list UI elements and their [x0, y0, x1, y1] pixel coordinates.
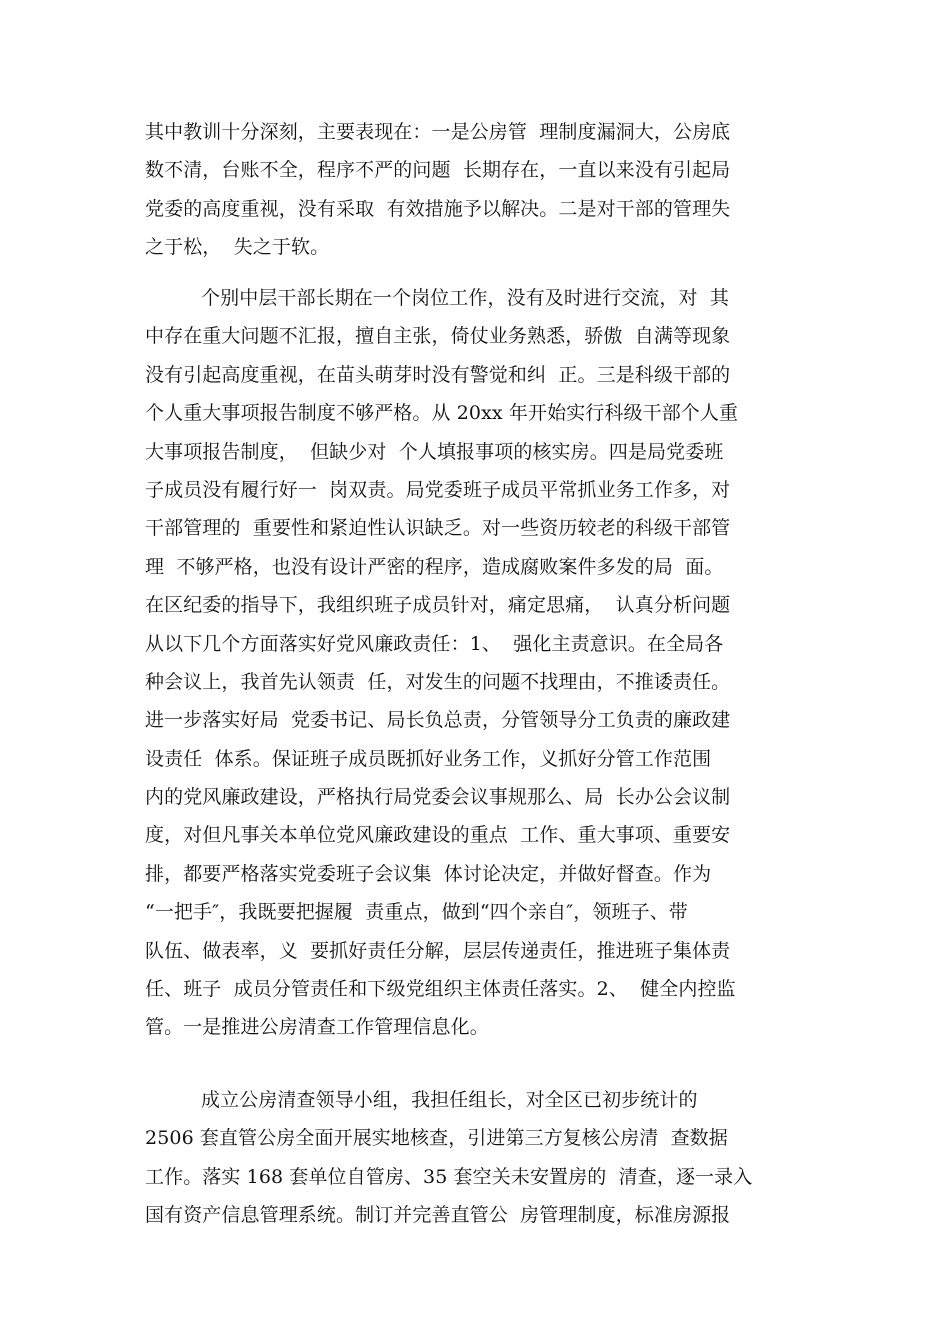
text-line: 度，对但凡事关本单位党风廉政建设的重点 工作、重大事项、重要安 — [145, 824, 731, 847]
text-line: 内的党风廉政建设，严格执行局党委会议事规那么、局 长办公会议制 — [145, 786, 731, 809]
text-line: 之于松， 失之于软。 — [145, 236, 330, 259]
text-line: 党委的高度重视，没有采取 有效措施予以解决。二是对干部的管理失 — [145, 197, 731, 220]
text-line-indented: 个别中层干部长期在一个岗位工作，没有及时进行交流，对 其 — [201, 287, 729, 309]
text-line: 数不清，台账不全，程序不严的问题 长期存在，一直以来没有引起局 — [145, 159, 731, 182]
text-line: 理 不够严格，也没有设计严密的程序，造成腐败案件多发的局 面。 — [145, 555, 724, 578]
text-line: 在区纪委的指导下，我组织班子成员针对，痛定思痛， 认真分析问题 — [145, 594, 731, 617]
paragraph-2 — [145, 279, 805, 1047]
text-line: 设责任 体系。保证班子成员既抓好业务工作，义抓好分管工作范围 — [145, 747, 712, 770]
text-line: 没有引起高度重视，在苗头萌芽时没有警觉和纠 正。三是科级干部的 — [145, 363, 731, 386]
text-line: 种会议上，我首先认领责 任，对发生的问题不找理由，不推诿责任。 — [145, 670, 731, 693]
paragraph-3 — [145, 1081, 805, 1235]
text-line: 进一步落实好局 党委书记、局长负总责，分管领导分工负责的廉政建 — [145, 709, 731, 732]
text-line: 个人重大事项报告制度不够严格。从 20xx 年开始实行科级干部个人重 — [145, 402, 739, 425]
text-line: 干部管理的 重要性和紧迫性认识缺乏。对一些资历较老的科级干部管 — [145, 517, 731, 540]
text-line: 管。一是推进公房清查工作管理信息化。 — [145, 1016, 489, 1039]
text-line: 工作。落实 168 套单位自管房、35 套空关未安置房的 清查，逐一录入 — [145, 1165, 753, 1188]
text-line: 国有资产信息管理系统。制订并完善直管公 房管理制度，标准房源报 — [145, 1204, 731, 1227]
text-line: 排，都要严格落实党委班子会议集 体讨论决定，并做好督查。作为 — [145, 862, 712, 885]
text-line: 队伍、做表率，义 要抓好责任分解，层层传递责任，推进班子集体责 — [145, 939, 731, 962]
paragraph-1 — [145, 113, 805, 267]
text-line: 大事项报告制度， 但缺少对 个人填报事项的核实房。四是局党委班 — [145, 440, 724, 463]
text-line: 任、班子 成员分管责任和下级党组织主体责任落实。2、 健全内控监 — [145, 978, 736, 1001]
text-line: 中存在重大问题不汇报，擅自主张，倚仗业务熟悉，骄傲 自满等现象 — [145, 325, 731, 348]
text-line: 其中教训十分深刻，主要表现在：一是公房管 理制度漏洞大，公房底 — [145, 121, 731, 143]
text-line: 子成员没有履行好一 岗双责。局党委班子成员平常抓业务工作多，对 — [145, 478, 731, 501]
text-line-indented: 成立公房清查领导小组，我担任组长，对全区已初步统计的 — [201, 1089, 698, 1111]
text-line: “一把手″，我既要把握履 责重点，做到“四个亲自″，领班子、带 — [145, 901, 688, 924]
text-line: 从以下几个方面落实好党风廉政责任：1、 强化主责意识。在全局各 — [145, 632, 724, 655]
text-line: 2506 套直管公房全面开展实地核查，引进第三方复核公房清 查数据 — [145, 1127, 728, 1150]
